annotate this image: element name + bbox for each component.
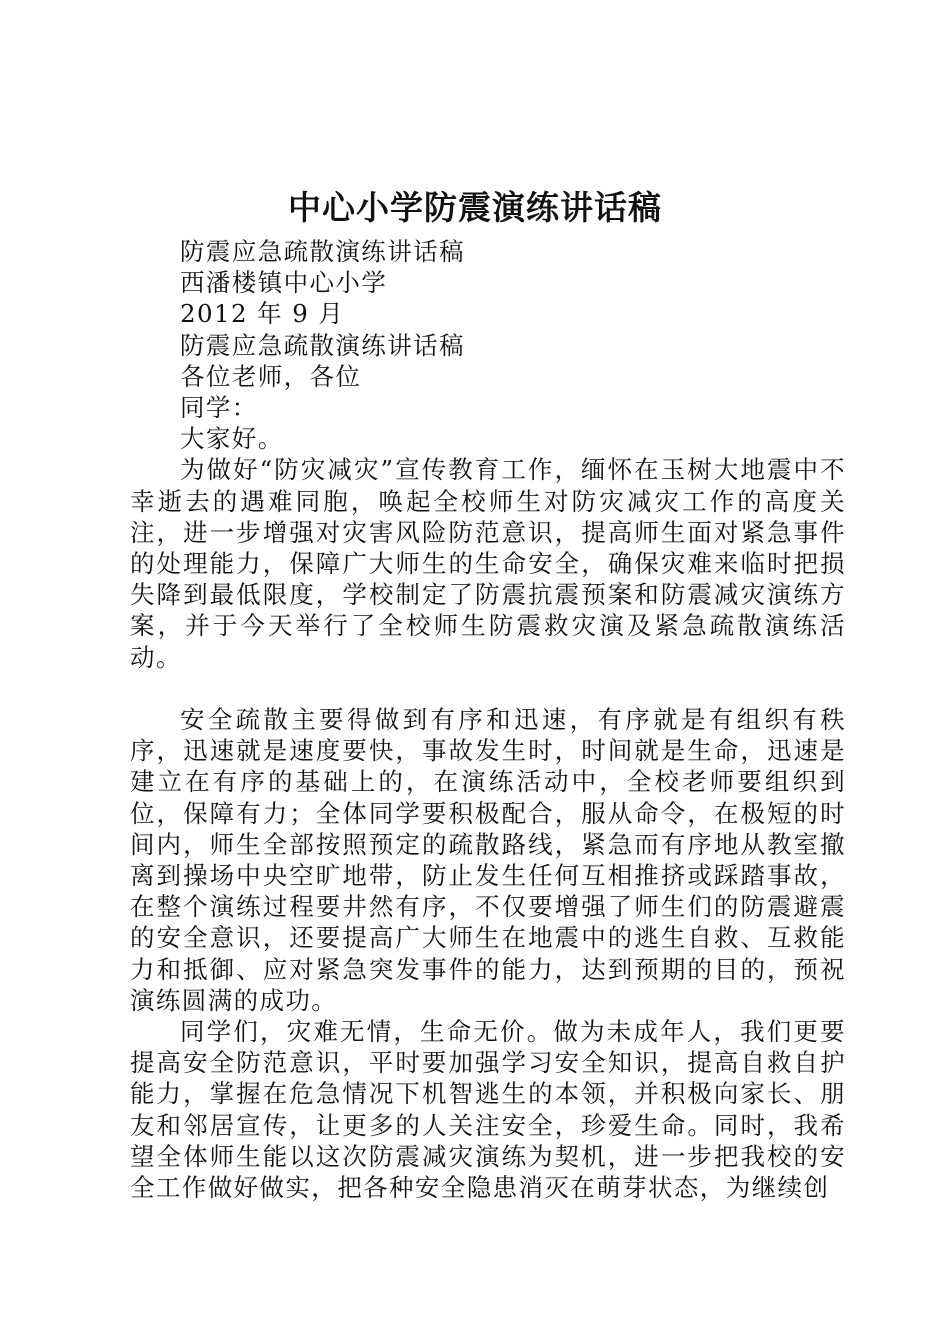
header-line-date: 2012 年 9 月 (180, 299, 345, 329)
document-title: 中心小学防震演练讲话稿 (288, 188, 662, 227)
paragraph-spacer (130, 673, 846, 704)
paragraph-evacuation: 安全疏散主要得做到有序和迅速，有序就是有组织有秩序，迅速就是速度要快，事故发生时，时间就是生命，迅速是建立在有序的基础上的，在演练活动中，全校老师要组织到位，保障有力；全体同学要积极配合，服从命令，在极短的时间内，师生全部按照预定的疏散路线，紧急而有序地从教室撤离到操场中央空旷地带，防止发生任何互相推挤或踩踏事故，在整个演练过程要井然有序，不仅要增强了师生们的防震避震的安全意识，还要提高广大师生在地震中的逃生自救、互救能力和抵御、应对紧急突发事件的能力，达到预期的目的，预祝演练圆满的成功。 (130, 705, 846, 1015)
header-line-greeting-teachers: 各位老师，各位 (180, 361, 362, 391)
header-line-subtitle-repeat: 防震应急疏散演练讲话稿 (180, 330, 465, 360)
paragraph-closing: 同学们，灾难无情，生命无价。做为未成年人，我们更要提高安全防范意识，平时要加强学习安全知识，提高自救自护能力，掌握在危急情况下机智逃生的本领，并积极向家长、朋友和邻居宣传，让更多的人关注安全，珍爱生命。同时，我希望全体师生能以这次防震减灾演练为契机，进一步把我校的安全工作做好做实，把各种安全隐患消灭在萌芽状态，为继续创 (130, 1017, 846, 1203)
document-body (130, 236, 846, 1203)
header-line-hello: 大家好。 (180, 424, 284, 454)
header-line-school: 西潘楼镇中心小学 (180, 268, 388, 298)
header-line-greeting-students: 同学： (180, 393, 258, 423)
header-line-subtitle: 防震应急疏散演练讲话稿 (180, 237, 465, 266)
paragraph-intro: 为做好“防灾减灾”宣传教育工作，缅怀在玉树大地震中不幸逝去的遇难同胞，唤起全校师生对防灾减灾工作的高度关注，进一步增强对灾害风险防范意识，提高师生面对紧急事件的处理能力，保障广大师生的生命安全，确保灾难来临时把损失降到最低限度，学校制定了防震抗震预案和防震减灾演练方案，并于今天举行了全校师生防震救灾演及紧急疏散演练活动。 (130, 455, 846, 672)
